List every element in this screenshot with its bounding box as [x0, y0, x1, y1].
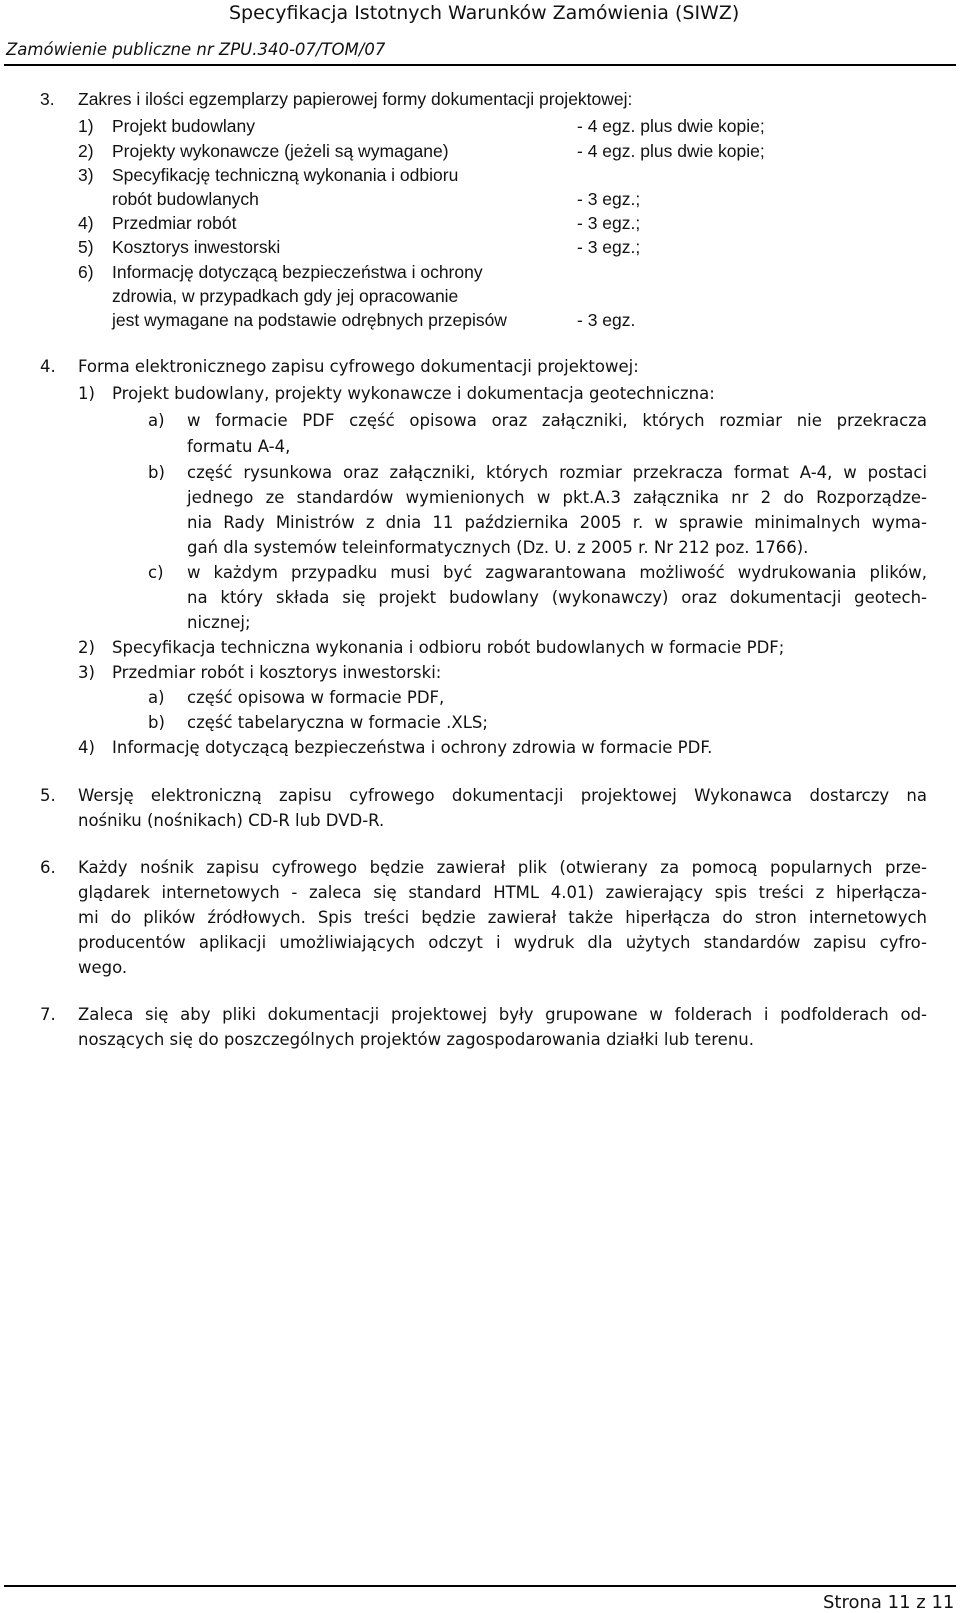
list-item-text: Projekt budowlany, projekty wykonawcze i dokumentacja geotechniczna: — [112, 384, 715, 403]
header-divider — [4, 64, 956, 66]
list-item-text: Informację dotyczącą bezpieczeństwa i ochrony — [112, 262, 483, 282]
sublist-label: b) — [148, 713, 165, 732]
list-item-text: Specyfikacja techniczna wykonania i odbioru robót budowlanych w formacie PDF; — [112, 638, 785, 657]
sublist-label: b) — [148, 463, 165, 482]
section-4-number: 4. — [40, 357, 56, 376]
section-7-number: 7. — [40, 1005, 56, 1024]
list-item-quantity: - 3 egz.; — [577, 237, 641, 257]
paragraph-line: Każdy nośnik zapisu cyfrowego będzie zawierał plik (otwierany za pomocą popularnych prze- — [78, 858, 927, 877]
list-item-number: 5) — [78, 237, 94, 257]
list-item-quantity: - 3 egz.; — [577, 213, 641, 233]
sublist-label: c) — [148, 563, 164, 582]
list-item-number: 1) — [78, 384, 95, 403]
list-item-text: robót budowlanych — [112, 189, 259, 209]
list-item-number: 3) — [78, 663, 95, 682]
sublist-text: jednego ze standardów wymienionych w pkt.A.3 załącznika nr 2 do Rozporządze- — [187, 488, 927, 507]
page-number: Strona 11 z 11 — [823, 1592, 955, 1613]
order-number: Zamówienie publiczne nr ZPU.340-07/TOM/07 — [6, 40, 386, 59]
section-3-number: 3. — [40, 89, 55, 109]
paragraph-line: glądarek internetowych - zaleca się standard HTML 4.01) zawierający spis treści z hiperłącza- — [78, 883, 927, 902]
sublist-text: nicznej; — [187, 613, 251, 632]
document-title: Specyfikacja Istotnych Warunków Zamówienia (SIWZ) — [229, 2, 740, 24]
paragraph-line: producentów aplikacji umożliwiających odczyt i wydruk dla użytych standardów zapisu cyfro- — [78, 933, 927, 952]
paragraph-line: Wersję elektroniczną zapisu cyfrowego dokumentacji projektowej Wykonawca dostarczy na — [78, 786, 927, 805]
list-item-text: Projekty wykonawcze (jeżeli są wymagane) — [112, 141, 449, 161]
list-item-number: 1) — [78, 116, 94, 136]
paragraph-line: noszących się do poszczególnych projektów zagospodarowania działki lub terenu. — [78, 1030, 754, 1049]
list-item-text: Specyfikację techniczną wykonania i odbioru — [112, 165, 459, 185]
section-3-heading: Zakres i ilości egzemplarzy papierowej formy dokumentacji projektowej: — [78, 89, 633, 109]
sublist-text: część tabelaryczna w formacie .XLS; — [187, 713, 488, 732]
sublist-label: a) — [148, 688, 165, 707]
list-item-text: Kosztorys inwestorski — [112, 237, 281, 257]
sublist-text: w formacie PDF część opisowa oraz załączniki, których rozmiar nie przekracza — [187, 411, 927, 430]
list-item-number: 4) — [78, 213, 94, 233]
paragraph-line: mi do plików źródłowych. Spis treści będzie zawierał także hiperłącza do stron internetowych — [78, 908, 927, 927]
list-item-number: 2) — [78, 141, 94, 161]
list-item-text: jest wymagane na podstawie odrębnych przepisów — [112, 310, 507, 330]
list-item-number: 3) — [78, 165, 94, 185]
list-item-text: Informację dotyczącą bezpieczeństwa i ochrony zdrowia w formacie PDF. — [112, 738, 713, 757]
sublist-text: w każdym przypadku musi być zagwarantowana możliwość wydrukowania plików, — [187, 563, 927, 582]
list-item-text: Projekt budowlany — [112, 116, 255, 136]
list-item-text: zdrowia, w przypadkach gdy jej opracowanie — [112, 286, 459, 306]
sublist-text: formatu A-4, — [187, 437, 291, 456]
list-item-quantity: - 3 egz.; — [577, 189, 641, 209]
sublist-label: a) — [148, 411, 165, 430]
paragraph-line: wego. — [78, 958, 128, 977]
list-item-quantity: - 3 egz. — [577, 310, 636, 330]
footer-divider — [4, 1585, 956, 1587]
section-4-heading: Forma elektronicznego zapisu cyfrowego dokumentacji projektowej: — [78, 357, 639, 376]
list-item-text: Przedmiar robót — [112, 213, 237, 233]
sublist-text: gań dla systemów teleinformatycznych (Dz. U. z 2005 r. Nr 212 poz. 1766). — [187, 538, 809, 557]
list-item-quantity: - 4 egz. plus dwie kopie; — [577, 116, 765, 136]
sublist-text: na który składa się projekt budowlany (wykonawczy) oraz dokumentacji geotech- — [187, 588, 927, 607]
list-item-number: 2) — [78, 638, 95, 657]
list-item-number: 6) — [78, 262, 94, 282]
list-item-quantity: - 4 egz. plus dwie kopie; — [577, 141, 765, 161]
sublist-text: część rysunkowa oraz załączniki, których rozmiar przekracza format A-4, w postaci — [187, 463, 927, 482]
paragraph-line: nośniku (nośnikach) CD-R lub DVD-R. — [78, 811, 385, 830]
list-item-text: Przedmiar robót i kosztorys inwestorski: — [112, 663, 442, 682]
list-item-number: 4) — [78, 738, 95, 757]
sublist-text: nia Rady Ministrów z dnia 11 października 2005 r. w sprawie minimalnych wyma- — [187, 513, 927, 532]
section-6-number: 6. — [40, 858, 56, 877]
sublist-text: część opisowa w formacie PDF, — [187, 688, 445, 707]
section-5-number: 5. — [40, 786, 56, 805]
paragraph-line: Zaleca się aby pliki dokumentacji projektowej były grupowane w folderach i podfolderach od- — [78, 1005, 927, 1024]
